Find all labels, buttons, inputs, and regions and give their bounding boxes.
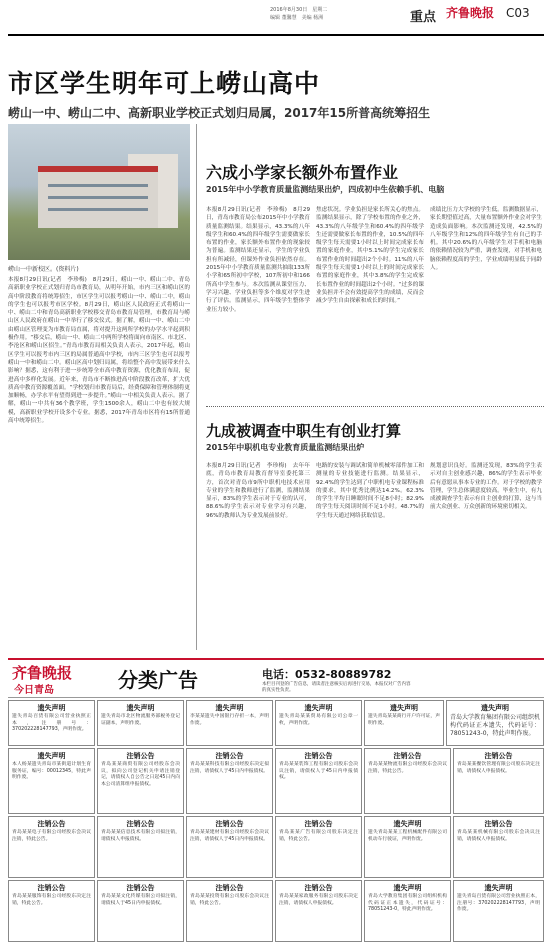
classified-note: 本栏目刊登的广告信息，请读者注意核实后再进行交易，本报仅对广告内容的真实性负责。 (262, 682, 411, 693)
header-editors: 编辑 董馨慧 美编 杨洲 (270, 15, 324, 21)
header-rule (8, 34, 544, 36)
article3-col1: 本报8月29日讯(记者 李珍梅) 去年年底，青岛市教育局教育督导室委托第三方，首次对青岛市9所中职机电技术应用专业的学生和教师进行了监测，监测结果显示，83%的学生表示对于专业的认可，88.6%的学生表示对专业学习有兴趣，96%的教师认为专业发展前景好。 (206, 463, 310, 519)
classified-ad-body: 青岛某某服饰有限公司经股东决定注销，特此公告。 (12, 894, 91, 906)
classified-ad (8, 700, 95, 746)
column-divider (196, 124, 197, 650)
classified-ad-title: 遗失声明 (37, 704, 66, 712)
section-name: 重点 (410, 10, 437, 25)
article3-title: 九成被调查中职生有创业打算 (206, 422, 402, 440)
article2-col3: 成绩比压力大学校的学生低。监测数据显示，家长期望值过高，大量布置额外作业会对学生造成负面影响。本次监测还发现，42.5%的八年级学生和12%的四年级学生有自己的手机。其中20.6%的八年级学生对手机和电脑的依赖情况较为严重，调查发现，对手机和电脑依赖程度高的学生，学业成绩明显低于同龄人。 (430, 207, 542, 272)
classified-ad (97, 816, 184, 878)
classified-ad-body: 青岛某某科技有限公司经股东决定拟注销，请债权人于45日内申报债权。 (190, 762, 269, 774)
classified-ad-title: 注销公告 (484, 752, 513, 760)
classified-ad-title: 遗失声明 (393, 820, 422, 828)
classified-ad (364, 816, 451, 878)
classified-ad-body: 遗失青岛百货有限公司营业执照正本，注册号：370202228147793，声明作废。 (457, 894, 540, 912)
classified-ad-title: 注销公告 (126, 884, 155, 892)
classified-ad-title: 注销公告 (215, 884, 244, 892)
classified-ad-body: 青岛某某物流有限公司经股东会决议注销，特此公告。 (368, 762, 447, 774)
classified-ad-title: 注销公告 (304, 884, 333, 892)
page-number: C03 (506, 6, 530, 20)
article3-subtitle: 2015年中职机电专业教育质量监测结果出炉 (206, 443, 365, 452)
classified-ad-body: 青岛某某餐饮管理有限公司股东决定注销，请债权人申报债权。 (457, 762, 540, 774)
classified-ad (364, 700, 444, 746)
photo-caption: 崂山一中新校区。(资料片) (8, 266, 79, 273)
classified-ad-title: 注销公告 (393, 752, 422, 760)
classified-ad (186, 880, 273, 942)
main-headline: 市区学生明年可上崂山高中 (8, 69, 321, 98)
classified-ad-title: 注销公告 (215, 752, 244, 760)
classified-ad-title: 遗失声明 (126, 704, 155, 712)
classified-ad-body: 青岛某某机械有限公司股东会决议注销，请债权人申报债权。 (457, 830, 540, 842)
classified-logo: 齐鲁晚报 (12, 664, 73, 682)
article-divider (206, 406, 544, 407)
newspaper-logo: 齐鲁晚报 (446, 6, 495, 20)
classified-ad (8, 880, 95, 942)
header-meta (270, 6, 390, 22)
classified-ad (97, 880, 184, 942)
classified-ad (186, 700, 273, 746)
classified-ad-body: 青岛某某信息技术有限公司拟注销，请债权人申报债权。 (101, 830, 180, 842)
classified-ad-title: 遗失声明 (390, 704, 418, 712)
classified-ad-body: 青岛某某建材有限公司经股东会决议注销，请债权人于45日内申报债权。 (190, 830, 269, 842)
classified-ad (364, 748, 451, 814)
classified-ad (446, 700, 544, 746)
main-subhead: 崂山一中、崂山二中、高新职业学校正式划归局属，2017年15所普高统筹招生 (8, 106, 431, 120)
classified-ad-title: 遗失声明 (484, 884, 513, 892)
classified-today: 今日青岛 (14, 685, 54, 696)
article2-subtitle: 2015年中小学教育质量监测结果出炉，四成初中生依赖手机、电脑 (206, 185, 445, 194)
article3-col3: 规划意识良好。监测还发现，83%的学生表示对自主创业感兴趣，86%的学生表示毕业后有意愿从事本专业的工作。对于学校的教学管理，学生总体满意度较高。毕业生中，有九成被调查学生表示有自主创业的打算，这与当前大众创业、万众创新的环境密切相关。 (430, 463, 542, 511)
classified-ad (453, 748, 544, 814)
photo-window-row (48, 208, 148, 211)
classified-ad-body: 青岛大学教育集团有限公司组织机构代码证正本遗失，代码证号：78051243-0，特此声明作废。 (450, 714, 541, 737)
classified-ad (275, 700, 362, 746)
classified-ad-title: 注销公告 (126, 820, 155, 828)
classified-ad-title: 遗失声明 (393, 884, 422, 892)
classified-ad-title: 注销公告 (37, 884, 66, 892)
classified-ad (453, 816, 544, 878)
classified-ad-body: 青岛某某家政服务有限公司股东决定注销，请债权人申报债权。 (279, 894, 358, 906)
classified-ad-body: 遗失青岛市北区物流服务部税务登记证副本，声明作废。 (101, 714, 180, 726)
classified-ad (453, 880, 544, 942)
classified-ad-title: 注销公告 (37, 820, 66, 828)
classified-ad (97, 700, 184, 746)
classified-ad (275, 748, 362, 814)
classified-ad (8, 816, 95, 878)
classified-ad-body: 遗失青岛某某贸易有限公司公章一枚，声明作废。 (279, 714, 358, 726)
article2-col2: 焦虑状况。学业负担是家长所关心的焦点。监测结果显示，除了学校布置的作业之外，43.3%的八年级学生和60.4%的四年级学生还需要做家长布置的作业，10.5%的四年级学生每天需要1小时以上时间完成家长布置的家庭作业，其中5.1%的学生完成家长布置作业的时间超出2个小时。11%的八年级学生每天需要1小时以上的时间完成家长布置的家庭作业，其中3.8%的学生完成家长布置作业的时间超出2个小时。“过多的课业负担并不会有效提高学生的成绩，反而会减少学生自由探索和成长的时间。” (316, 207, 424, 305)
classified-ad-body: 青岛某某电子有限公司经股东会决议注销，特此公告。 (12, 830, 91, 842)
classified-ad-body: 遗失青岛某某工程机械配件有限公司机动车行驶证，声明作废。 (368, 830, 447, 842)
photo-window-row (48, 196, 148, 199)
classified-ad-body: 青岛某某文化传媒有限公司拟注销，请债权人于45日内申报债权。 (101, 894, 180, 906)
classified-ad (275, 816, 362, 878)
classified-ad-title: 遗失声明 (215, 704, 244, 712)
classified-ad-title: 遗失声明 (304, 704, 333, 712)
classified-ad-title: 注销公告 (126, 752, 155, 760)
classified-ad (186, 816, 273, 878)
classified-ad-body: 本人杨某遗失青岛市某街道计划生育服务证，编号：00012345，特此声明作废。 (12, 762, 91, 780)
classified-ad-body: 青岛大学教育集团有限公司组织机构代码证正本遗失，代码证号：78051243-0，特此声明作废。 (368, 894, 447, 912)
header-date: 2016年8月30日 星期二 (270, 7, 328, 13)
classified-ad-body: 遗失青岛某某商行开户许可证，声明作废。 (368, 714, 440, 726)
classified-ad-body: 青岛某某投资有限公司股东会决议注销，特此公告。 (190, 894, 269, 906)
classified-ad-body: 李某某遗失中国银行存折一本，声明作废。 (190, 714, 269, 726)
article3-col2: 电路的安装与调试和简单机械零部件加工和测量的专业技能进行监测。结果显示，92.4%的学生达到了中职机电专业课程标准的要求，其中优秀比例达14.2%。62.3%的学生平均日睡眠时间不足8小时；82.9%的学生每天阅读时间不足1小时。48.7%的学生每天通过网络获取信息。 (316, 463, 424, 519)
classified-ad (186, 748, 273, 814)
school-photo (8, 124, 190, 260)
classified-phone: 电话：0532-80889782 (262, 668, 392, 681)
classified-ad-title: 注销公告 (304, 752, 333, 760)
classified-ad-body: 青岛某某装饰工程有限公司股东会决议注销，请债权人于45日内申报债权。 (279, 762, 358, 780)
article2-col1: 本报8月29日讯(记者 李珍梅) 8月29日，青岛市教育局公布2015年中小学教育质量监测结果。结果显示，43.3%的八年级学生和60.4%的四年级学生需要做家长布置的作业，家长额外布置作业的现象较为普遍。监测结果还显示，学生的学业负担有所减轻，但课外作业负担依然存在。2015年中小学教育质量监测共抽取133所小学和65所初中学校，107所初中和166所高中学生参与。本次监测从课堂压力、学习兴趣、学业负担等多个维度对学生进行了评估。监测显示，四年级学生整体学业压力较小。 (206, 207, 310, 313)
classified-ad (97, 748, 184, 814)
classified-ad (8, 748, 95, 814)
classified-ad-body: 青岛某某商贸有限公司经股东会决议，拟向公司登记机关申请注销登记，请债权人自公告之日起45日内向本公司清算组申报债权。 (101, 762, 180, 787)
classified-ad-title: 注销公告 (304, 820, 333, 828)
classified-ad (275, 880, 362, 942)
classified-ad-title: 遗失声明 (37, 752, 66, 760)
main-body: 本报8月29日讯(记者 李珍梅) 8月29日，崂山一中、崂山二中、青岛高新职业学校正式划归青岛市教育局，从明年开始，市内三区和崂山区的高中阶段教育将统筹招生，市区学生可以报考崂山一中、崂山二中，崂山的学生也可以报考市区学校。8月29日，崂山区人民政府正式将崂山一中、崂山二中和青岛高新职业学校移交青岛市教育局管理，市教育局与崂山区人民政府在崂山一中举行了移交仪式。据了解，崂山一中、崂山二中由崂山区管理变为市教育局直属，将对提升这两所学校的办学水平起到积极作用。“移交后，崂山一中、崂山二中两所学校将面向市南区、市北区、李沧区和崂山区招生。”青岛市教育局相关负责人表示，2017年起，崂山区学生可以报考市内三区的局属普通高中学校，市内三区学生也可以报考崂山一中和崂山二中。崂山区高中划归局属，将给整个高中发展带来什么影响？据悉，这有利于进一步统筹全市高中教育资源，优化教育布局，促进高中多样化发展。近年来，青岛市不断推进高中阶段教育改革，扩大优质高中教育资源覆盖面。“学校划归市教育局后，经费保障和管理体制将更加顺畅，办学水平有望得到进一步提升。”崂山一中相关负责人表示。据了解，崂山一中共有36个教学班，学生1500余人，崂山二中也有较大规模，高新职业学校开设多个专业。据悉，2017年青岛市区将有15所普通高中统筹招生。 (8, 277, 190, 425)
classified-ad-title: 注销公告 (215, 820, 244, 828)
classified-ad-title: 注销公告 (484, 820, 513, 828)
classified-title: 分类广告 (118, 668, 198, 692)
classified-ad-title: 遗失声明 (481, 704, 509, 712)
classified-ad (364, 880, 451, 942)
classified-ad-body: 遗失青岛百货有限公司营业执照正本，注册号：370202228147793，声明作废。 (12, 714, 91, 732)
photo-window-row (48, 184, 148, 187)
classified-ad-body: 青岛某某广告有限公司股东决定注销，特此公告。 (279, 830, 358, 842)
article2-title: 六成小学家长额外布置作业 (206, 163, 399, 182)
